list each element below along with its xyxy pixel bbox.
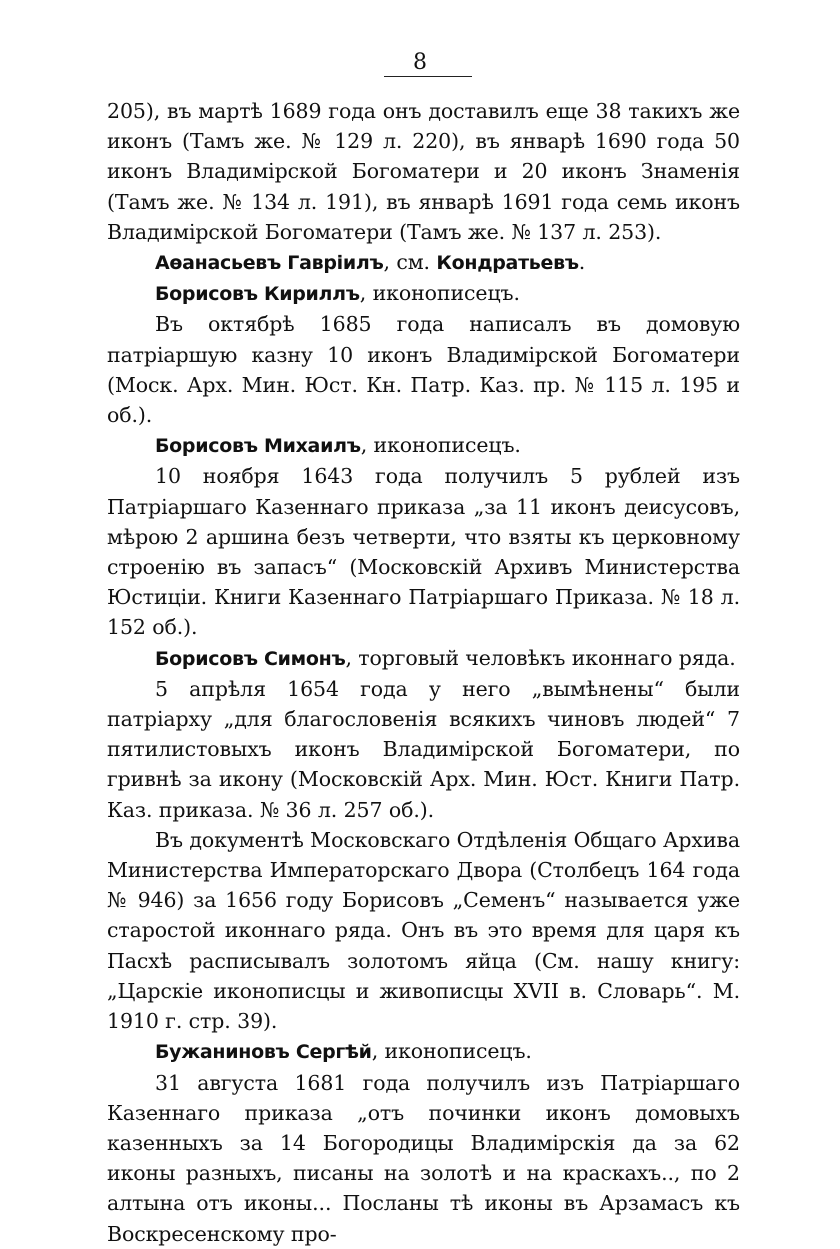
entry-paragraph: Въ документѣ Московскаго Отдѣленія Общаго Архива Министерства Императорскаго Двора (Столбецъ 164 года № 946) за 1656 году Борисовъ „Семенъ“ называется уже старостой иконнаго ряда. Онъ въ это время для царя къ Пасхѣ расписывалъ золотомъ яйца (См. нашу книгу: „Царскіе иконописцы и живописцы XVII в. Словарь“. М. 1910 г. стр. 39). bbox=[107, 827, 740, 1034]
entry-paragraph: 10 ноября 1643 года получилъ 5 рублей изъ Патріаршаго Казеннаго приказа „за 11 иконъ деисусовъ, мѣрою 2 аршина безъ четверти, что взяты къ церковному строенію въ запасъ“ (Московскій Архивъ Министерства Юстиціи. Книги Казеннаго Патріаршаго Приказа. № 18 л. 152 об.). bbox=[107, 464, 740, 640]
paragraph-continued: 205), въ мартѣ 1689 года онъ доставилъ еще 38 такихъ же иконъ (Тамъ же. № 129 л. 220), въ январѣ 1690 года 50 иконъ Владимірской Богоматери и 20 иконъ Знаменія (Тамъ же. № 134 л. 191), въ январѣ 1691 года семь иконъ Владимірской Богоматери (Тамъ же. № 137 л. 253). bbox=[107, 99, 740, 244]
entry-name: Бужаниновъ Сергѣй bbox=[155, 1041, 372, 1064]
entry-description: , иконописецъ. bbox=[359, 281, 520, 306]
entry-tail: . bbox=[578, 250, 586, 275]
entry-name: Борисовъ Кириллъ bbox=[155, 283, 360, 306]
page-number-rule bbox=[384, 76, 472, 77]
entry-paragraph: 5 апрѣля 1654 года у него „вымѣнены“ были патріарху „для благословенія всякихъ чиновъ людей“ 7 пятилистовыхъ иконъ Владимірской Богоматери, по гривнѣ за икону (Московскій Арх. Мин. Юст. Книги Патр. Каз. приказа. № 36 л. 257 об.). bbox=[107, 676, 740, 822]
page-number: 8 bbox=[413, 50, 427, 75]
entry-heading-buzhaninov-sergei bbox=[107, 1036, 740, 1067]
entry-description: , иконописецъ. bbox=[360, 433, 521, 458]
entry-heading-borisov-simon bbox=[107, 643, 740, 674]
body-text bbox=[107, 96, 740, 1249]
entry-heading-borisov-kirill bbox=[107, 278, 740, 309]
entry-heading-borisov-mikhail bbox=[107, 430, 740, 461]
entry-heading-afanasiev bbox=[107, 247, 740, 278]
entry-paragraph: Въ октябрѣ 1685 года написалъ въ домовую патріаршую казну 10 иконъ Владимірской Богоматери (Моск. Арх. Мин. Юст. Кн. Патр. Каз. пр. № 115 л. 195 и об.). bbox=[107, 312, 740, 428]
entry-paragraph: 31 августа 1681 года получилъ изъ Патріаршаго Казеннаго приказа „отъ починки иконъ домовыхъ казенныхъ за 14 Богородицы Владимірскія да за 62 иконы разныхъ, писаны на золотѣ и на краскахъ.., по 2 алтына отъ иконы... Посланы тѣ иконы въ Арзамасъ къ Воскресенскому про- bbox=[107, 1070, 740, 1246]
entry-description: , торговый человѣкъ иконнаго ряда. bbox=[345, 645, 736, 670]
entry-name: Борисовъ Михаилъ bbox=[155, 435, 361, 458]
entry-name: Аѳанасьевъ Гавріилъ bbox=[155, 252, 384, 275]
entry-name: Борисовъ Симонъ bbox=[155, 647, 346, 670]
entry-see-also: , см. bbox=[383, 250, 437, 275]
entry-reference: Кондратьевъ bbox=[436, 252, 579, 275]
entry-description: , иконописецъ. bbox=[371, 1039, 532, 1064]
